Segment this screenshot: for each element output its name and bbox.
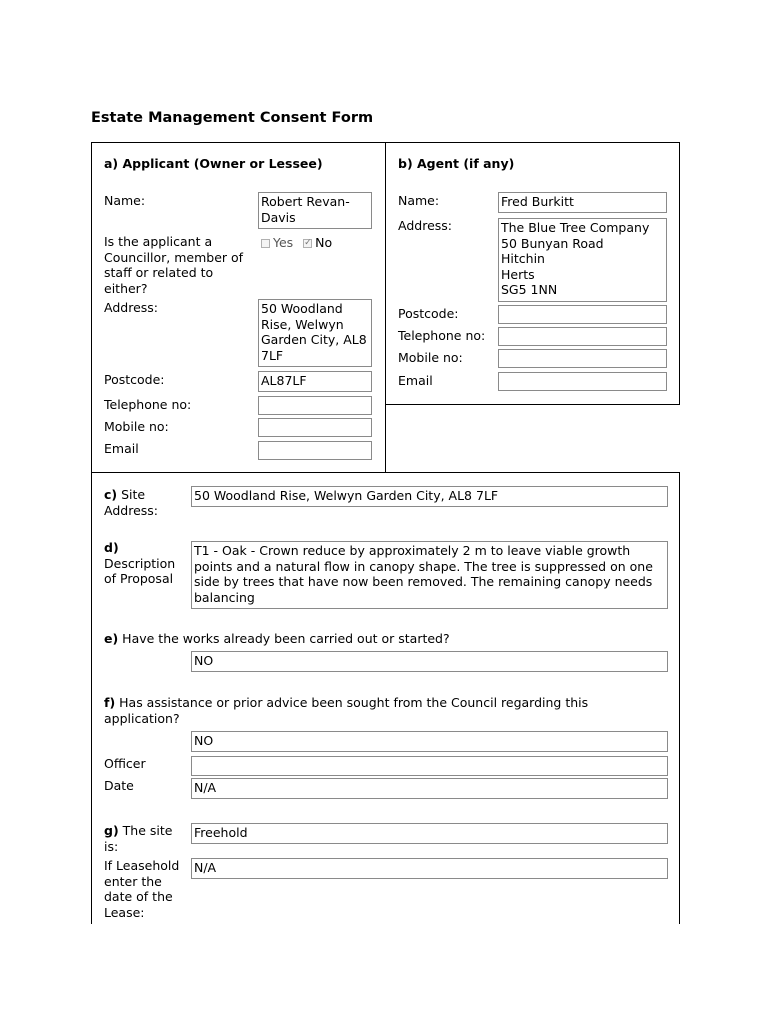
lease-date-label: If Leasehold enter the date of the Lease: bbox=[104, 858, 180, 920]
councillor-options bbox=[261, 235, 332, 251]
agent-address-field[interactable]: The Blue Tree Company 50 Bunyan Road Hitchin Herts SG5 1NN bbox=[498, 218, 667, 302]
applicant-postcode-field[interactable]: AL87LF bbox=[258, 371, 372, 392]
site-d-text: Description of Proposal bbox=[104, 555, 176, 586]
agent-section bbox=[385, 142, 680, 405]
date-field[interactable]: N/A bbox=[191, 778, 668, 799]
no-label: No bbox=[315, 235, 333, 250]
date-label: Date bbox=[104, 778, 134, 793]
agent-name-label: Name: bbox=[398, 193, 440, 208]
tenure-label bbox=[104, 823, 179, 854]
tenure-field[interactable]: Freehold bbox=[191, 823, 668, 844]
agent-name-field[interactable]: Fred Burkitt bbox=[498, 192, 667, 213]
applicant-email-field[interactable] bbox=[258, 441, 372, 460]
yes-label: Yes bbox=[273, 235, 294, 250]
description-field[interactable]: T1 - Oak - Crown reduce by approximately 2 m to leave viable growth points and a natural flow in canopy shape. The tree is suppressed on one side by trees that have now been removed. The remaining canopy needs balancing bbox=[191, 541, 668, 609]
agent-telephone-label: Telephone no: bbox=[398, 328, 486, 343]
councillor-question: Is the applicant a Councillor, member of staff or related to either? bbox=[104, 234, 244, 296]
agent-telephone-field[interactable] bbox=[498, 327, 667, 346]
site-f-text: Has assistance or prior advice been sought from the Council regarding this application? bbox=[104, 695, 589, 726]
agent-email-field[interactable] bbox=[498, 372, 667, 391]
agent-heading: b) Agent (if any) bbox=[398, 156, 515, 171]
applicant-heading: a) Applicant (Owner or Lessee) bbox=[104, 156, 323, 171]
site-g-text: The site is: bbox=[104, 823, 173, 854]
agent-mobile-label: Mobile no: bbox=[398, 350, 463, 365]
officer-label: Officer bbox=[104, 756, 146, 771]
site-address-label bbox=[104, 487, 174, 518]
applicant-address-field[interactable]: 50 Woodland Rise, Welwyn Garden City, AL8 7LF bbox=[258, 299, 372, 367]
advice-question bbox=[104, 695, 624, 726]
applicant-email-label: Email bbox=[104, 441, 139, 456]
site-f-letter: f) bbox=[104, 695, 116, 710]
agent-email-label: Email bbox=[398, 373, 433, 388]
yes-checkbox[interactable] bbox=[261, 239, 270, 248]
applicant-mobile-field[interactable] bbox=[258, 418, 372, 437]
form-title: Estate Management Consent Form bbox=[91, 110, 374, 126]
no-checkbox[interactable] bbox=[303, 239, 312, 248]
applicant-telephone-field[interactable] bbox=[258, 396, 372, 415]
applicant-address-label: Address: bbox=[104, 300, 158, 315]
applicant-telephone-label: Telephone no: bbox=[104, 397, 192, 412]
site-e-text: Have the works already been carried out or started? bbox=[118, 631, 450, 646]
site-section bbox=[91, 472, 680, 924]
agent-mobile-field[interactable] bbox=[498, 349, 667, 368]
applicant-name-label: Name: bbox=[104, 193, 146, 208]
agent-postcode-label: Postcode: bbox=[398, 306, 459, 321]
advice-field[interactable]: NO bbox=[191, 731, 668, 752]
works-field[interactable]: NO bbox=[191, 651, 668, 672]
site-d-letter: d) bbox=[104, 540, 119, 555]
agent-postcode-field[interactable] bbox=[498, 305, 667, 324]
site-c-letter: c) bbox=[104, 487, 118, 502]
site-g-letter: g) bbox=[104, 823, 119, 838]
applicant-section bbox=[91, 142, 386, 473]
officer-field[interactable] bbox=[191, 756, 668, 776]
site-address-field[interactable]: 50 Woodland Rise, Welwyn Garden City, AL8 7LF bbox=[191, 486, 668, 507]
applicant-mobile-label: Mobile no: bbox=[104, 419, 169, 434]
works-question bbox=[104, 631, 450, 647]
applicant-postcode-label: Postcode: bbox=[104, 372, 165, 387]
agent-address-label: Address: bbox=[398, 218, 452, 233]
description-label bbox=[104, 540, 184, 587]
site-c-text: Site Address: bbox=[104, 487, 158, 518]
site-e-letter: e) bbox=[104, 631, 119, 646]
lease-date-field[interactable]: N/A bbox=[191, 858, 668, 879]
applicant-name-field[interactable]: Robert Revan-Davis bbox=[258, 192, 372, 229]
